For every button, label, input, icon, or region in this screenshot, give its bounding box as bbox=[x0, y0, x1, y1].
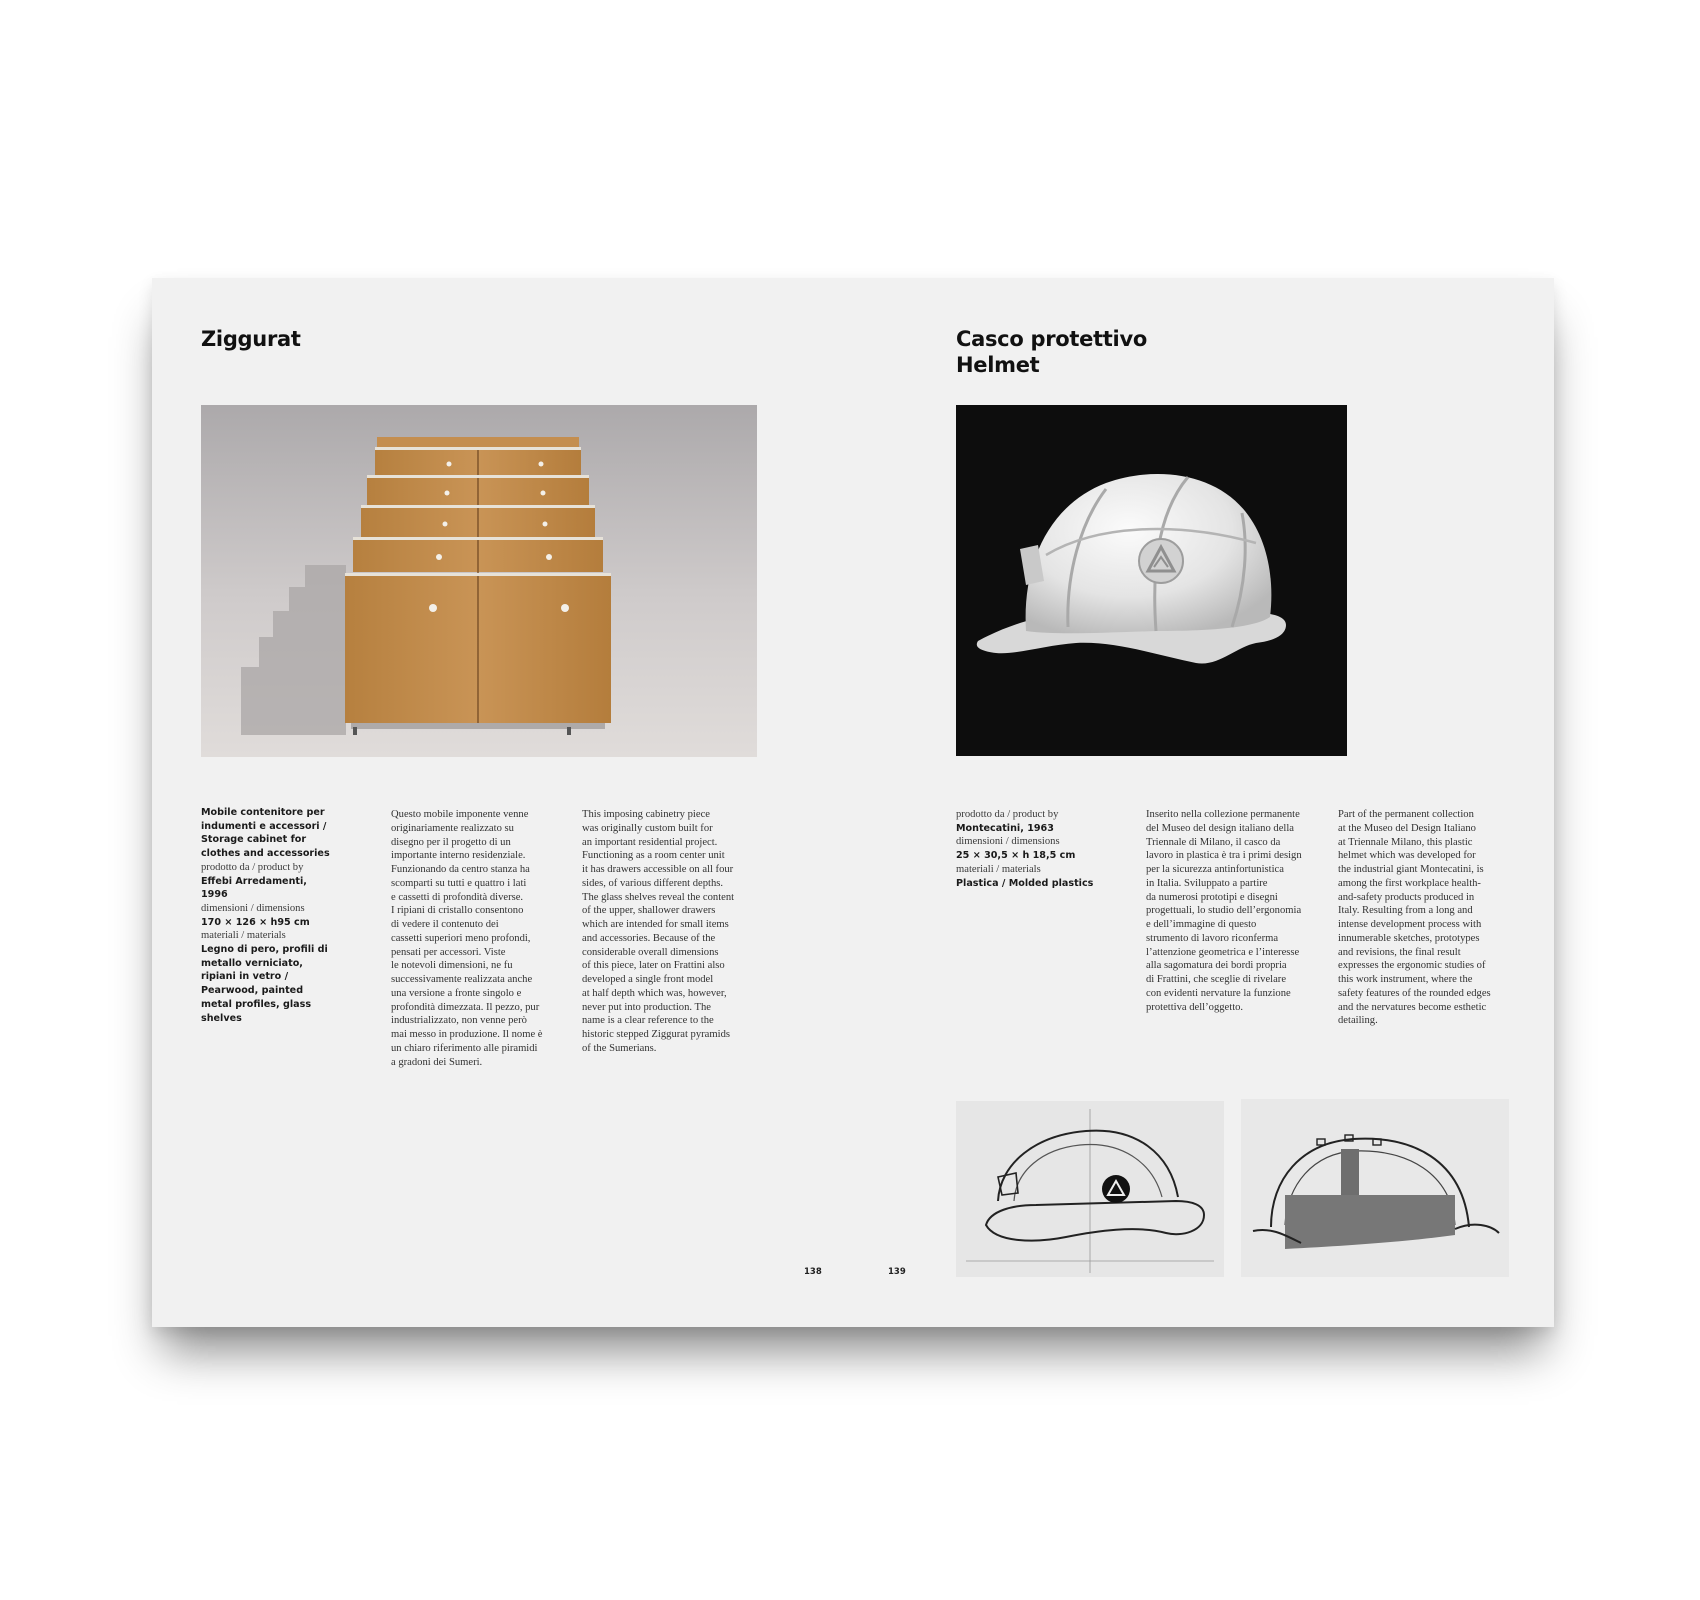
ziggurat-dimensions-label: dimensioni / dimensions bbox=[201, 902, 305, 914]
helmet-text-italian: Inserito nella collezione permanente del Museo del design italiano della Triennale di Milano, il casco da lavoro in plastica è tra i primi design per la sicurezza antinfortunistica in Italia. Sviluppato a partire da numerosi prototipi e disegni progettuali, lo studio dell’ergonomia e dell’immagine di questo strumento di lavoro riconferma l’attenzione geometrica e l’interesse alla sagomatura dei bordi propria di Frattini, che sceglie di rivelare con evidenti nervature la funzione protettiva dell’oggetto. bbox=[1146, 809, 1302, 1013]
ziggurat-dimensions: 170 × 126 × h95 cm bbox=[201, 916, 310, 928]
book-spread bbox=[152, 278, 1554, 1327]
right-page-title-english: Helmet bbox=[956, 353, 1040, 377]
right-page-title-italian: Casco protettivo bbox=[956, 327, 1147, 351]
ziggurat-producer-label: prodotto da / product by bbox=[201, 861, 304, 873]
ziggurat-cabinet-photo bbox=[201, 405, 757, 757]
ziggurat-spec-block bbox=[201, 806, 331, 1025]
helmet-dimensions-label: dimensioni / dimensions bbox=[956, 836, 1060, 848]
left-page-title: Ziggurat bbox=[201, 327, 301, 351]
ziggurat-text-italian: Questo mobile imponente venne originariamente realizzato su disegno per il progetto di un importante interno residenziale. Funzionando da centro stanza ha scomparti su tutti e quattro i lati e cassetti di profondità diverse. I ripiani di cristallo consentono di vedere il contenuto dei cassetti superiori meno profondi, pensati per accessori. Viste le notevoli dimensioni, ne fu successivamente realizzata anche una versione a fronte singolo e profondità dimezzata. Il pezzo, pur industrializzato, non venne però mai messo in produzione. Il nome è un chiaro riferimento alle piramidi a gradoni dei Sumeri. bbox=[391, 809, 543, 1068]
helmet-photo bbox=[956, 405, 1347, 756]
ziggurat-text-english: This imposing cabinetry piece was originally custom built for an important residential project. Functioning as a room center unit it has drawers accessible on all four sides, of various different depths. The glass shelves reveal the content of the upper, shallower drawers which are intended for small items and accessories. Because of the considerable overall dimensions of this piece, later on Frattini also developed a single front model at half depth which was, however, never put into production. The name is a clear reference to the historic stepped Ziggurat pyramids of the Sumerians. bbox=[582, 809, 735, 1054]
ziggurat-materials: Legno di pero, profili di metallo verniciato, ripiani in vetro / Pearwood, painted metal profiles, glass shelves bbox=[201, 944, 328, 1024]
helmet-spec-block bbox=[956, 808, 1106, 890]
helmet-materials: Plastica / Molded plastics bbox=[956, 877, 1094, 889]
ziggurat-producer: Effebi Arredamenti, 1996 bbox=[201, 875, 307, 901]
ziggurat-type: Mobile contenitore per indumenti e accessori / Storage cabinet for clothes and accessories bbox=[201, 807, 330, 860]
helmet-materials-label: materiali / materials bbox=[956, 863, 1041, 875]
page-number-right: 139 bbox=[888, 1267, 906, 1277]
helmet-producer-label: prodotto da / product by bbox=[956, 809, 1059, 820]
helmet-sketch-section-view bbox=[1241, 1099, 1509, 1277]
helmet-dimensions: 25 × 30,5 × h 18,5 cm bbox=[956, 850, 1076, 862]
helmet-sketch-side-view bbox=[956, 1101, 1224, 1277]
helmet-text-english: Part of the permanent collection at the Museo del Design Italiano at Triennale Milano, this plastic helmet which was developed for the industrial giant Montecatini, is among the first workplace health- and-safety products produced in Italy. Resulting from a long and intense development process with innumerable sketches, prototypes and revisions, the final result expresses the ergonomic studies of this work instrument, where the safety features of the rounded edges and the nervatures become esthetic detailing. bbox=[1338, 809, 1491, 1027]
helmet-producer: Montecatini, 1963 bbox=[956, 822, 1054, 834]
page-number-left: 138 bbox=[804, 1267, 822, 1277]
ziggurat-materials-label: materiali / materials bbox=[201, 930, 286, 942]
